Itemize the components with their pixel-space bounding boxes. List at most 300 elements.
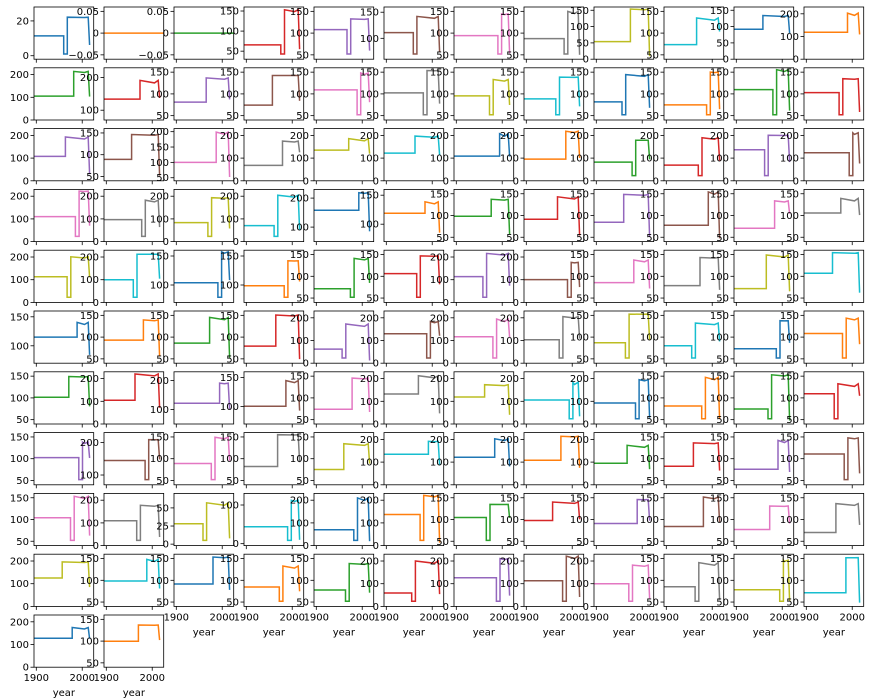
y-tick-label: 150 — [639, 554, 659, 566]
y-tick-label: 150 — [639, 432, 659, 444]
y-tick-label: 0 — [22, 51, 29, 63]
y-tick-label: 100 — [9, 640, 29, 652]
y-tick-label: 50 — [646, 232, 659, 244]
y-tick-label: 100 — [219, 153, 239, 165]
y-tick-label: 50 — [576, 111, 589, 123]
y-tick-label: 0 — [92, 297, 99, 309]
y-tick-label: 150 — [709, 189, 729, 201]
y-tick-label: 150 — [639, 493, 659, 505]
y-tick-label: 0 — [302, 541, 309, 553]
y-tick-label: 100 — [289, 575, 309, 587]
x-axis-label: year — [472, 627, 496, 639]
y-tick-label: 150 — [219, 251, 239, 263]
y-tick-label: 100 — [499, 336, 519, 348]
y-tick-label: 0 — [582, 601, 589, 613]
y-tick-label: 50 — [156, 475, 169, 487]
y-tick-label: 50 — [786, 232, 799, 244]
y-tick-label: 0 — [22, 237, 29, 249]
x-tick-label: 2000 — [629, 612, 655, 624]
y-tick-label: 100 — [289, 89, 309, 101]
y-tick-label: 0 — [162, 28, 169, 40]
y-tick-label: 150 — [9, 312, 29, 324]
y-tick-label: 0.05 — [146, 6, 169, 18]
y-tick-label: 150 — [219, 6, 239, 18]
y-tick-label: 100 — [569, 271, 589, 283]
y-tick-label: 50 — [226, 475, 239, 487]
y-tick-label: 100 — [429, 515, 449, 526]
x-tick-label: 2000 — [349, 612, 375, 624]
y-tick-label: 150 — [149, 432, 169, 444]
series-line — [104, 135, 160, 176]
y-tick-label: 150 — [709, 371, 729, 383]
y-tick-label: 50 — [786, 111, 799, 123]
series-line — [104, 505, 160, 540]
series-line — [804, 384, 860, 419]
y-tick-label: 150 — [709, 554, 729, 566]
y-tick-label: 100 — [9, 579, 29, 591]
y-tick-label: 200 — [499, 556, 519, 568]
x-tick-label: 2000 — [489, 612, 515, 624]
y-tick-label: 150 — [569, 5, 589, 17]
y-tick-label: 150 — [779, 310, 799, 322]
y-tick-label: 200 — [429, 313, 449, 325]
y-tick-label: 100 — [499, 28, 519, 40]
y-tick-label: 100 — [569, 515, 589, 526]
y-tick-label: 0 — [512, 176, 519, 188]
y-tick-label: 50 — [86, 171, 99, 183]
x-tick-label: 1900 — [233, 612, 260, 624]
x-tick-label: 2000 — [419, 612, 445, 624]
axes-frame — [804, 493, 864, 545]
y-tick-label: 200 — [79, 495, 99, 507]
y-tick-label: 50 — [786, 597, 799, 609]
y-tick-label: 200 — [9, 191, 29, 203]
y-tick-label: 0 — [302, 358, 309, 370]
y-tick-label: 0 — [722, 176, 729, 188]
y-tick-label: 100 — [289, 222, 309, 234]
y-tick-label: 150 — [779, 432, 799, 444]
subplot-122 — [80, 615, 165, 699]
y-tick-label: 100 — [429, 28, 449, 40]
y-tick-label: 100 — [9, 454, 29, 466]
x-axis-label: year — [192, 627, 216, 639]
y-tick-label: 100 — [429, 457, 449, 469]
y-tick-label: 100 — [639, 89, 659, 101]
y-tick-label: 150 — [429, 189, 449, 201]
y-tick-label: 0 — [512, 419, 519, 431]
y-tick-label: 100 — [219, 575, 239, 587]
y-tick-label: 0 — [92, 28, 99, 40]
y-tick-label: 50 — [646, 475, 659, 487]
subplot-84 — [780, 372, 864, 428]
y-tick-label: 200 — [149, 376, 169, 387]
y-tick-label: 0 — [372, 541, 379, 553]
y-tick-label: 100 — [779, 153, 799, 165]
y-tick-label: 0 — [92, 541, 99, 553]
y-tick-label: 150 — [289, 250, 309, 262]
y-tick-label: 100 — [709, 211, 729, 222]
y-tick-label: 50 — [16, 536, 29, 548]
y-tick-label: 100 — [79, 518, 99, 530]
y-tick-label: 100 — [289, 393, 309, 405]
y-tick-label: 50 — [296, 415, 309, 427]
y-tick-label: −0.05 — [68, 50, 99, 62]
x-tick-label: 2000 — [769, 612, 795, 624]
subplot-112 — [220, 554, 305, 638]
y-tick-label: 100 — [429, 396, 449, 408]
y-tick-label: 0 — [372, 601, 379, 613]
x-tick-label: 2000 — [69, 673, 95, 685]
y-tick-label: 200 — [779, 9, 799, 21]
y-tick-label: 0 — [512, 297, 519, 309]
y-tick-label: 0 — [512, 480, 519, 492]
y-tick-label: 100 — [429, 89, 449, 101]
y-tick-label: 50 — [506, 111, 519, 123]
y-tick-label: 150 — [569, 189, 589, 201]
y-tick-label: 100 — [429, 579, 449, 591]
y-tick-label: 100 — [709, 575, 729, 587]
y-tick-label: 50 — [156, 173, 169, 185]
y-tick-label: 200 — [289, 495, 309, 507]
x-tick-label: 1900 — [793, 612, 820, 624]
y-tick-label: 150 — [79, 614, 99, 626]
y-tick-label: −0.05 — [138, 50, 169, 62]
y-tick-label: 150 — [639, 67, 659, 79]
y-tick-label: 100 — [79, 150, 99, 162]
y-tick-label: 0 — [22, 176, 29, 188]
y-tick-label: 100 — [499, 515, 519, 526]
y-tick-label: 200 — [569, 434, 589, 446]
y-tick-label: 200 — [289, 193, 309, 205]
y-tick-label: 150 — [79, 310, 99, 322]
y-tick-label: 200 — [639, 130, 659, 142]
x-axis-label: year — [122, 688, 146, 699]
y-tick-label: 200 — [79, 437, 99, 449]
y-tick-label: 150 — [429, 6, 449, 18]
series-line — [804, 504, 860, 533]
y-tick-label: 100 — [79, 275, 99, 287]
series-line — [804, 79, 860, 115]
y-tick-label: 150 — [639, 371, 659, 383]
y-tick-label: 100 — [569, 579, 589, 591]
y-tick-label: 100 — [499, 457, 519, 469]
y-tick-label: 150 — [499, 6, 519, 18]
y-tick-label: 150 — [359, 7, 379, 19]
y-tick-label: 150 — [639, 189, 659, 201]
y-tick-label: 50 — [506, 232, 519, 244]
y-tick-label: 100 — [569, 396, 589, 408]
y-tick-label: 150 — [79, 128, 99, 140]
y-tick-label: 50 — [646, 50, 659, 62]
y-tick-label: 100 — [289, 518, 309, 530]
subplot-120 — [780, 554, 865, 638]
x-tick-label: 1900 — [653, 612, 680, 624]
y-tick-label: 25 — [156, 521, 169, 533]
y-tick-label: 150 — [709, 310, 729, 322]
y-tick-label: 100 — [359, 336, 379, 348]
y-tick-label: 100 — [9, 275, 29, 287]
x-tick-label: 1900 — [303, 612, 330, 624]
y-tick-label: 200 — [79, 191, 99, 203]
y-tick-label: 100 — [569, 22, 589, 34]
y-tick-label: 100 — [79, 636, 99, 648]
y-tick-label: 100 — [79, 214, 99, 226]
y-tick-label: 150 — [779, 67, 799, 79]
y-tick-label: 150 — [429, 493, 449, 505]
y-tick-label: 50 — [646, 536, 659, 548]
y-tick-label: 200 — [429, 130, 449, 142]
y-tick-label: 100 — [149, 157, 169, 169]
y-tick-label: 50 — [576, 293, 589, 305]
y-tick-label: 100 — [639, 28, 659, 40]
y-tick-label: 100 — [219, 454, 239, 466]
y-tick-label: 100 — [219, 214, 239, 226]
series-line — [804, 198, 860, 215]
y-tick-label: 100 — [779, 211, 799, 222]
y-tick-label: 100 — [709, 271, 729, 283]
subplot-119 — [710, 554, 795, 638]
y-tick-label: 50 — [716, 111, 729, 123]
y-tick-label: 150 — [359, 67, 379, 79]
y-tick-label: 50 — [226, 46, 239, 58]
y-tick-label: 50 — [86, 597, 99, 609]
y-tick-label: 100 — [149, 89, 169, 101]
y-tick-label: 0 — [442, 480, 449, 492]
y-tick-label: 150 — [709, 67, 729, 79]
subplot-117 — [570, 554, 655, 638]
x-tick-label: 2000 — [839, 612, 865, 624]
series-line — [804, 253, 860, 293]
y-tick-label: 100 — [499, 396, 519, 408]
y-tick-label: 200 — [429, 434, 449, 446]
axes-frame — [804, 250, 864, 302]
y-tick-label: 150 — [359, 250, 379, 262]
y-tick-label: 150 — [499, 493, 519, 505]
y-tick-label: 150 — [219, 373, 239, 385]
y-tick-label: 200 — [9, 556, 29, 568]
series-line — [804, 318, 860, 358]
axes-frame — [804, 554, 864, 606]
y-tick-label: 150 — [779, 250, 799, 262]
y-tick-label: 50 — [646, 354, 659, 366]
y-tick-label: 50 — [226, 111, 239, 123]
y-tick-label: 150 — [709, 5, 729, 17]
y-tick-label: 150 — [289, 67, 309, 79]
y-tick-label: 100 — [779, 32, 799, 44]
x-axis-label: year — [612, 627, 636, 639]
y-tick-label: 50 — [86, 354, 99, 366]
y-tick-label: 200 — [499, 434, 519, 446]
axes-frame — [804, 311, 864, 363]
y-tick-label: 50 — [716, 597, 729, 609]
y-tick-label: 200 — [779, 130, 799, 142]
y-tick-label: 0 — [442, 176, 449, 188]
x-axis-label: year — [402, 627, 426, 639]
y-tick-label: 50 — [296, 597, 309, 609]
y-tick-label: 100 — [639, 153, 659, 165]
y-tick-label: 0 — [92, 237, 99, 249]
y-tick-label: 100 — [779, 332, 799, 344]
y-tick-label: 50 — [506, 536, 519, 548]
y-tick-label: 50 — [366, 293, 379, 305]
x-tick-label: 2000 — [279, 612, 305, 624]
y-tick-label: 200 — [289, 313, 309, 325]
y-tick-label: 100 — [9, 92, 29, 104]
subplot-36 — [780, 129, 864, 188]
y-tick-label: 100 — [639, 575, 659, 587]
x-axis-label: year — [822, 627, 846, 639]
y-tick-label: 200 — [429, 374, 449, 386]
subplot-48 — [780, 189, 864, 245]
x-tick-label: 1900 — [163, 612, 190, 624]
axes-frame — [804, 129, 864, 181]
y-tick-label: 150 — [219, 67, 239, 79]
y-tick-label: 200 — [499, 252, 519, 264]
y-tick-label: 200 — [569, 374, 589, 386]
y-tick-label: 50 — [156, 354, 169, 366]
y-tick-label: 0 — [792, 176, 799, 188]
y-tick-label: 100 — [79, 332, 99, 344]
y-tick-label: 150 — [709, 493, 729, 505]
x-tick-label: 1900 — [723, 612, 750, 624]
y-tick-label: 100 — [429, 336, 449, 348]
x-axis-label: year — [262, 627, 286, 639]
y-tick-label: 100 — [149, 280, 169, 292]
y-tick-label: 150 — [499, 189, 519, 201]
y-tick-label: 200 — [9, 252, 29, 264]
y-tick-label: 50 — [786, 293, 799, 305]
y-tick-label: 50 — [576, 38, 589, 50]
y-tick-label: 100 — [639, 211, 659, 222]
y-tick-label: 200 — [359, 495, 379, 507]
y-tick-label: 100 — [499, 275, 519, 287]
y-tick-label: 200 — [359, 556, 379, 568]
axes-frame — [804, 189, 864, 241]
y-tick-label: 50 — [786, 475, 799, 487]
y-tick-label: 50 — [296, 293, 309, 305]
y-tick-label: 200 — [79, 252, 99, 264]
y-tick-label: 150 — [289, 6, 309, 18]
y-tick-label: 100 — [79, 575, 99, 587]
y-tick-label: 200 — [79, 73, 99, 85]
y-tick-label: 100 — [569, 89, 589, 101]
y-tick-label: 100 — [569, 211, 589, 222]
series-line — [804, 558, 860, 603]
y-tick-label: 100 — [219, 26, 239, 38]
y-tick-label: 100 — [639, 271, 659, 283]
subplot-108 — [780, 493, 864, 549]
y-tick-label: 50 — [16, 475, 29, 487]
x-axis-label: year — [542, 627, 566, 639]
subplot-111 — [150, 554, 235, 638]
y-tick-label: 50 — [436, 536, 449, 548]
y-tick-label: 150 — [149, 554, 169, 566]
y-tick-label: 100 — [9, 341, 29, 353]
y-tick-label: 100 — [779, 393, 799, 405]
axes-frame — [804, 68, 864, 120]
y-tick-label: 150 — [639, 250, 659, 262]
y-tick-label: 100 — [219, 280, 239, 292]
y-tick-label: 50 — [366, 111, 379, 123]
y-tick-label: 50 — [436, 50, 449, 62]
y-tick-label: 200 — [429, 252, 449, 264]
y-tick-label: 50 — [156, 503, 169, 515]
axes-frame — [804, 433, 864, 485]
y-tick-label: 200 — [499, 130, 519, 142]
y-tick-label: 100 — [149, 575, 169, 587]
y-tick-label: 50 — [156, 111, 169, 123]
y-tick-label: 50 — [646, 111, 659, 123]
y-tick-label: 150 — [289, 554, 309, 566]
y-tick-label: 100 — [779, 89, 799, 101]
y-tick-label: 100 — [79, 470, 99, 482]
y-tick-label: 100 — [149, 214, 169, 226]
subplot-12 — [780, 7, 864, 66]
y-tick-label: 200 — [219, 191, 239, 203]
y-tick-label: 0 — [162, 539, 169, 551]
y-tick-label: 50 — [716, 293, 729, 305]
y-tick-label: 0 — [92, 419, 99, 431]
y-tick-label: 100 — [359, 271, 379, 283]
y-tick-label: 100 — [149, 405, 169, 416]
x-axis-label: year — [332, 627, 356, 639]
y-tick-label: 200 — [359, 130, 379, 142]
y-tick-label: 150 — [779, 493, 799, 505]
y-tick-label: 100 — [359, 219, 379, 231]
y-tick-label: 50 — [296, 50, 309, 62]
y-tick-label: 100 — [709, 22, 729, 34]
y-tick-label: 200 — [289, 130, 309, 142]
x-axis-label: year — [752, 627, 776, 639]
x-tick-label: 1900 — [443, 612, 470, 624]
x-tick-label: 1900 — [23, 673, 50, 685]
y-tick-label: 100 — [429, 211, 449, 222]
subplot-118 — [640, 554, 725, 638]
y-tick-label: 100 — [779, 454, 799, 466]
y-tick-label: 150 — [79, 554, 99, 566]
y-tick-label: 0 — [442, 358, 449, 370]
y-tick-label: 200 — [9, 130, 29, 142]
y-tick-label: 50 — [16, 415, 29, 427]
subplot-98 — [80, 493, 164, 552]
series-line — [804, 438, 860, 480]
y-tick-label: 200 — [709, 130, 729, 142]
y-tick-label: 200 — [219, 130, 239, 142]
y-tick-label: 100 — [709, 89, 729, 101]
x-tick-label: 2000 — [139, 673, 165, 685]
y-tick-label: 50 — [296, 111, 309, 123]
y-tick-label: 0.05 — [76, 6, 99, 18]
y-tick-label: 150 — [149, 310, 169, 322]
x-axis-label: year — [52, 688, 76, 699]
y-tick-label: 150 — [359, 190, 379, 202]
y-tick-label: 100 — [639, 332, 659, 344]
y-tick-label: 50 — [646, 415, 659, 427]
y-tick-label: 0 — [372, 480, 379, 492]
y-tick-label: 100 — [149, 332, 169, 344]
y-tick-label: 50 — [786, 536, 799, 548]
y-tick-label: 0 — [22, 662, 29, 674]
y-tick-label: 0 — [372, 358, 379, 370]
y-tick-label: 100 — [359, 579, 379, 591]
y-tick-label: 100 — [709, 153, 729, 165]
y-tick-label: 100 — [289, 271, 309, 283]
y-tick-label: 0 — [372, 176, 379, 188]
y-tick-label: 150 — [219, 432, 239, 444]
y-tick-label: 50 — [436, 232, 449, 244]
y-tick-label: 200 — [359, 374, 379, 386]
y-tick-label: 0 — [302, 176, 309, 188]
